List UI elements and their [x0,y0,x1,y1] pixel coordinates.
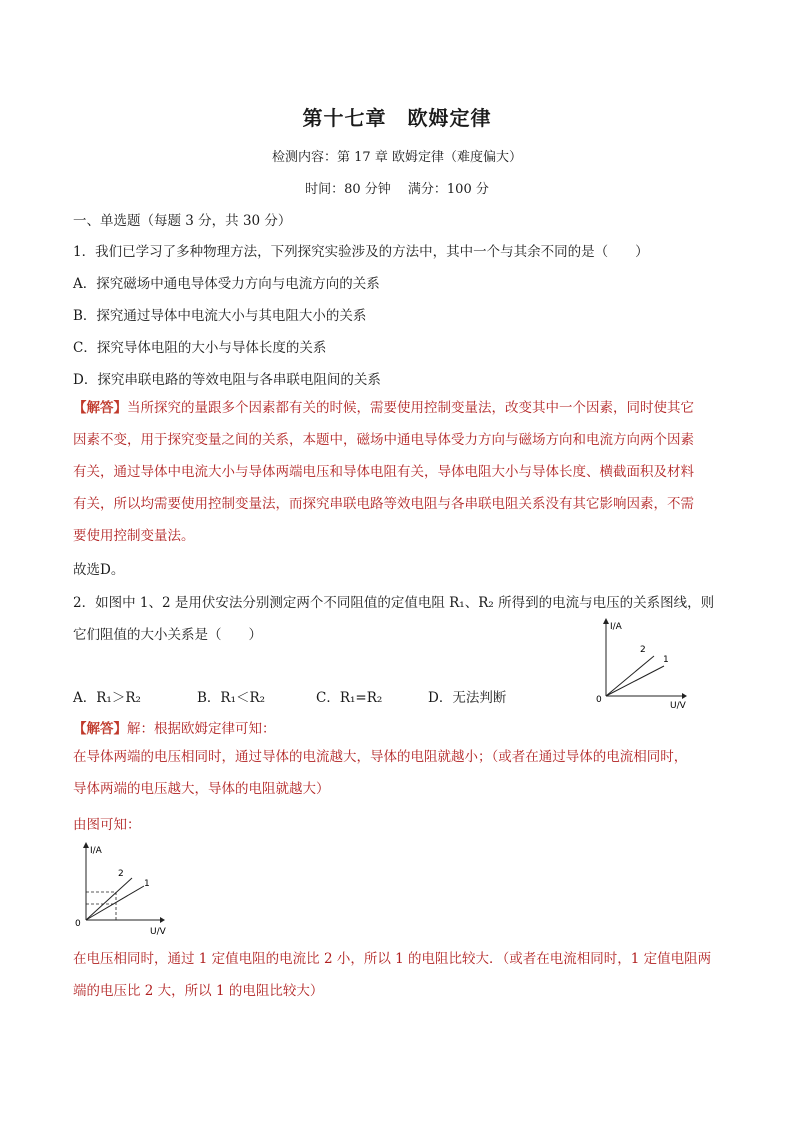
q2-option-d: D．无法判断 [428,690,507,706]
x-axis-arrow [160,917,165,923]
q2-answer [73,741,728,805]
q1-answer-line-5: 要使用控制变量法。 [73,528,195,544]
q1-stem: 1．我们已学习了多种物理方法，下列探究实验涉及的方法中，其中一个与其余不同的是（ ） [73,244,649,260]
scope-line: 检测内容：第 17 章 欧姆定律（难度偏大） [272,150,522,165]
time-score-line: 时间：80 分钟 满分：100 分 [305,182,489,197]
iv-graph-answer [70,840,166,936]
line-2-label: 2 [640,645,646,655]
q2-stem-line-2: 它们阻值的大小关系是（ ） [73,627,262,643]
q1-option-a: A．探究磁场中通电导体受力方向与电流方向的关系 [73,276,380,292]
q2-option-b: B．R₁＜R₂ [197,690,266,706]
q1-answer-line-4: 有关，所以均需要使用控制变量法，而探究串联电路等效电阻与各串联电阻关系没有其它影响因素，不需 [73,496,694,512]
y-axis-arrow [603,618,609,624]
section-heading: 一、单选题（每题 3 分，共 30 分） [73,213,292,229]
y-axis-label: I/A [90,846,102,856]
q2-answer-tag: 【解答】 [73,721,127,737]
q1-option-c: C．探究导体电阻的大小与导体长度的关系 [73,340,327,356]
line-1-label: 1 [144,879,150,889]
q2-final-line-2: 端的电压比 2 大，所以 1 的电阻比较大） [73,983,324,999]
origin-label: 0 [596,695,602,705]
line-1 [86,886,144,920]
q2-answer-line-1: 在导体两端的电压相同时，通过导体的电流越大，导体的电阻就越小；（或者在通过导体的电流相同时， [73,749,688,765]
line-2 [606,656,654,696]
line-1-label: 1 [663,655,669,665]
q1-answer-line-3: 有关，通过导体中电流大小与导体两端电压和导体电阻有关，导体电阻大小与导体长度、横截面积及材料 [73,464,694,480]
q2-option-c: C．R₁=R₂ [316,690,383,706]
q1-option-d: D．探究串联电路的等效电阻与各串联电阻间的关系 [73,372,381,388]
q2-answer-intro-line: 【解答】解：根据欧姆定律可知： [73,721,276,737]
q2-option-a: A．R₁＞R₂ [73,690,141,706]
x-axis-label: U/V [670,701,686,710]
q1-conclusion: 故选D。 [73,562,125,578]
iv-graph-question [592,616,688,710]
q1-answer-line-2: 因素不变，用于探究变量之间的关系，本题中，磁场中通电导体受力方向与磁场方向和电流方向两个因素 [73,432,694,448]
q2-final-line-1: 在电压相同时，通过 1 定值电阻的电流比 2 小，所以 1 的电阻比较大．（或者在电流相同时，1 定值电阻两 [73,951,712,967]
q2-stem-line-1: 2．如图中 1、2 是用伏安法分别测定两个不同阻值的定值电阻 R₁、R₂ 所得到的电流与电压的关系图线，则 [73,595,715,611]
origin-label: 0 [75,919,81,929]
q1-answer [73,392,728,552]
q2-from-figure: 由图可知： [73,817,141,833]
line-1 [606,666,664,696]
page-title: 第十七章 欧姆定律 [302,106,492,130]
q2-answer-line-2: 导体两端的电压越大，导体的电阻就越大） [73,781,330,797]
y-axis-label: I/A [610,622,622,632]
q1-answer-tag: 【解答】 [73,400,127,416]
x-axis-label: U/V [150,927,166,936]
line-2-label: 2 [118,869,124,879]
q1-answer-line-1: 【解答】当所探究的量跟多个因素都有关的时候，需要使用控制变量法，改变其中一个因素，同时使其它 [73,400,694,416]
x-axis-arrow [682,693,687,699]
q2-final [73,943,728,1007]
q1-option-b: B．探究通过导体中电流大小与其电阻大小的关系 [73,308,367,324]
line-2 [86,878,132,920]
y-axis-arrow [83,842,89,848]
